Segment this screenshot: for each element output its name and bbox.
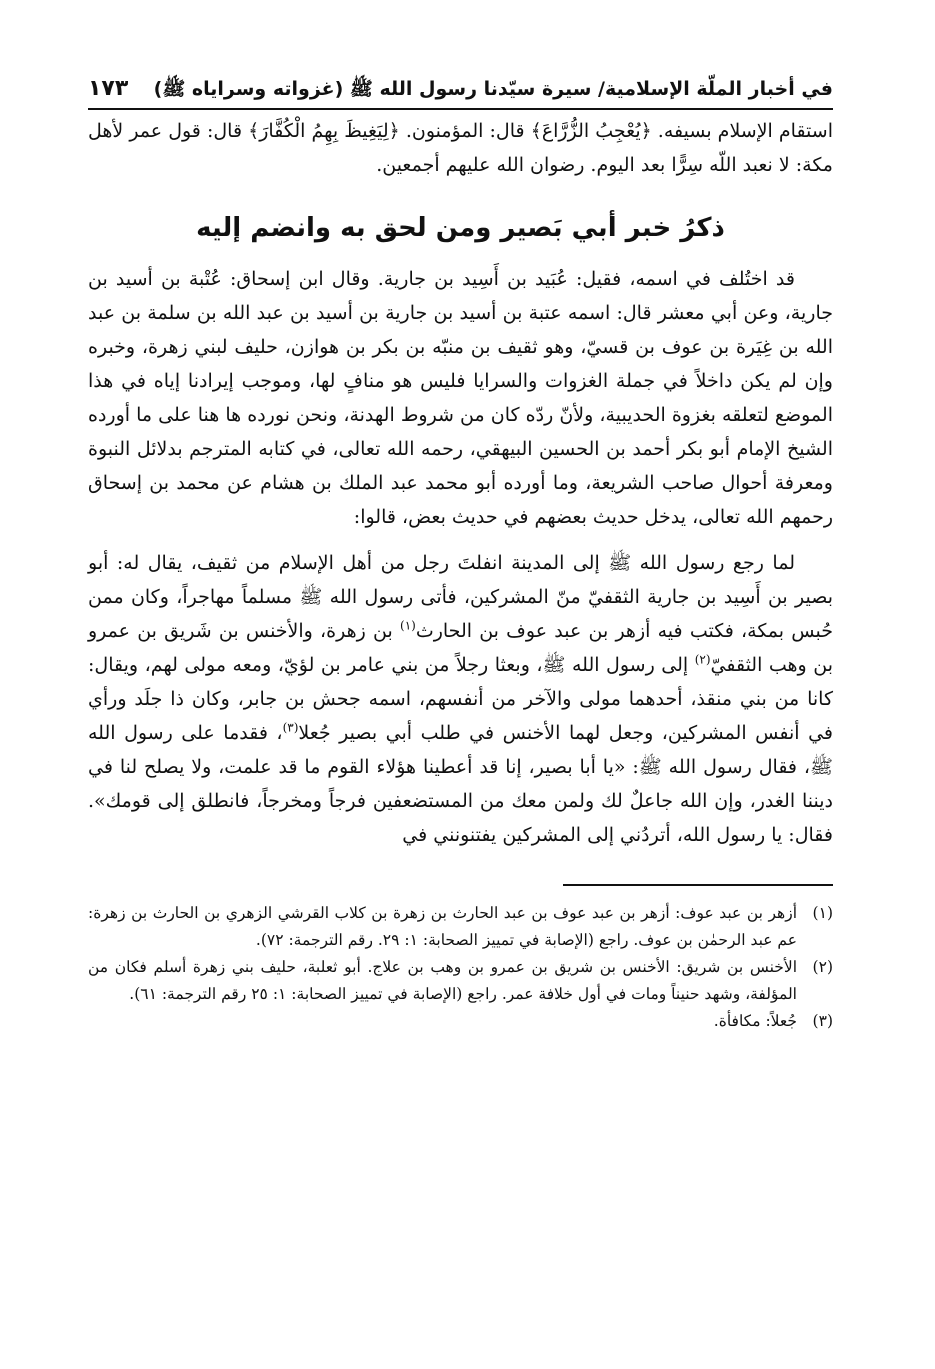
section-heading: ذكرُ خبر أبي بَصير ومن لحق به وانضم إليه — [196, 213, 725, 243]
footnote-divider — [563, 884, 833, 886]
footnote-text: الأخنس بن شريق: الأخنس بن شريق بن عمرو بن وهب بن علاج. أبو ثعلبة، حليف بني زهرة أسلم فكان من المؤلفة، وشهد حنيناً ومات في أول خلافة عمر. راجع (الإصابة في تمييز الصحابة: ١: ٢٥ رقم الترجمة: ٦١). — [88, 958, 797, 1003]
footnotes — [88, 900, 833, 1035]
footnote-1 — [88, 900, 833, 954]
paragraph-2-text-part-3: إلى رسول الله ﷺ، وبعثا رجلاً من بني عامر بن لؤيّ، ومعه مولى لهم، ويقال: كانا من بني منقذ، أحدهما مولى والآخر من أنفسهم، اسمه جحش بن جابر، وكان ذا جلَد ورأي في أنفس المشركين، وجعل لهما الأخنس في طلب أبي بصير جُعلا — [88, 654, 833, 744]
body-paragraph-1: قد اختُلف في اسمه، فقيل: عُبَيد بن أَسِيد بن جارية. وقال ابن إسحاق: عُتْبة بن أسيد بن جارية، وعن أبي معشر قال: اسمه عتبة بن أسيد بن جارية بن أسيد بن عبد الله بن سلمة بن عبد الله بن غِيَرة بن عوف بن قسيّ، وهو ثقيف بن منبّه بن بكر بن هوازن، حليف لبني زهرة، وخبره وإن لم يكن داخلاً في جملة الغزوات والسرايا فليس هو منافٍ لها، وموجب إيرادنا إياه في هذا الموضع لتعلقه بغزوة الحديبية، ولأنّ ردّه كان من شروط الهدنة، ونحن نورده ها هنا على ما أورده الشيخ الإمام أبو بكر أحمد بن الحسين البيهقي، رحمه الله تعالى، في كتابه المترجم بدلائل النبوة ومعرفة أحوال صاحب الشريعة، وما أورده أبو محمد عبد الملك بن هشام عن محمد بن إسحاق رحمهم الله تعالى، يدخل حديث بعضهم في حديث بعض، قالوا: — [88, 268, 833, 528]
footnote-number: (٢) — [812, 958, 833, 976]
footnote-ref-1: (١) — [400, 618, 416, 633]
footnote-text: أزهر بن عبد عوف: أزهر بن عبد عوف بن عبد الحارث بن زهرة بن كلاب القرشي الزهري بن الحارث بن زهرة: عم عبد الرحمٰن بن عوف. راجع (الإصابة في تمييز الصحابة: ١: ٢٩. رقم الترجمة: ٧٢). — [88, 904, 797, 949]
running-header-title: في أخبار الملّة الإسلامية/ سيرة سيّدنا رسول الله ﷺ (غزواته وسراياه ﷺ) — [153, 78, 833, 100]
footnote-number: (١) — [812, 904, 833, 922]
footnote-2 — [88, 954, 833, 1008]
running-header — [88, 74, 833, 110]
footnote-ref-2: (٢) — [694, 652, 711, 667]
body-paragraph-2 — [88, 546, 833, 852]
page-number: ١٧٣ — [88, 76, 129, 101]
footnote-3 — [88, 1008, 833, 1035]
footnote-text: جُعلاً: مكافأة. — [713, 1012, 797, 1030]
paragraph-2-text-part-1: لما رجع رسول الله ﷺ إلى المدينة انفلتَ رجل من أهل الإسلام من ثقيف، يقال له: أبو بصير بن أَسِيد بن جارية الثقفيّ منّ المشركين، فأتى رسول الله ﷺ مسلماً مهاجراً، وكان ممن حُبس بمكة، فكتب فيه أزهر بن عبد عوف بن الحارث — [88, 552, 833, 642]
book-page — [88, 74, 833, 1035]
paragraph-2-text-part-2: بن زهرة، والأخنس بن شَريق بن عمرو بن وهب الثقفيّ — [88, 620, 833, 676]
footnote-ref-3: (٣) — [282, 720, 299, 735]
intro-paragraph: استقام الإسلام بسيفه. ﴿يُعْجِبُ الزُّرَّاعَ﴾ قال: المؤمنون. ﴿لِيَغِيظَ بِهِمُ الْكُفَّارَ﴾ قال: قول عمر لأهل مكة: لا نعبد اللّه سِرًّا بعد اليوم. رضوان الله عليهم أجمعين. — [88, 120, 833, 176]
paragraph-2-text-part-4: ، فقدما على رسول الله ﷺ، فقال رسول الله ﷺ: «يا أبا بصير، إنا قد أعطينا هؤلاء القوم ما قد علمت، ولا يصلح لنا في ديننا الغدر، وإن الله جاعلٌ لك ولمن معك من المستضعفين فرجاً ومخرجاً، فانطلق إلى قومك». فقال: يا رسول الله، أتردُني إلى المشركين يفتنونني في — [88, 722, 833, 846]
footnote-number: (٣) — [812, 1012, 833, 1030]
